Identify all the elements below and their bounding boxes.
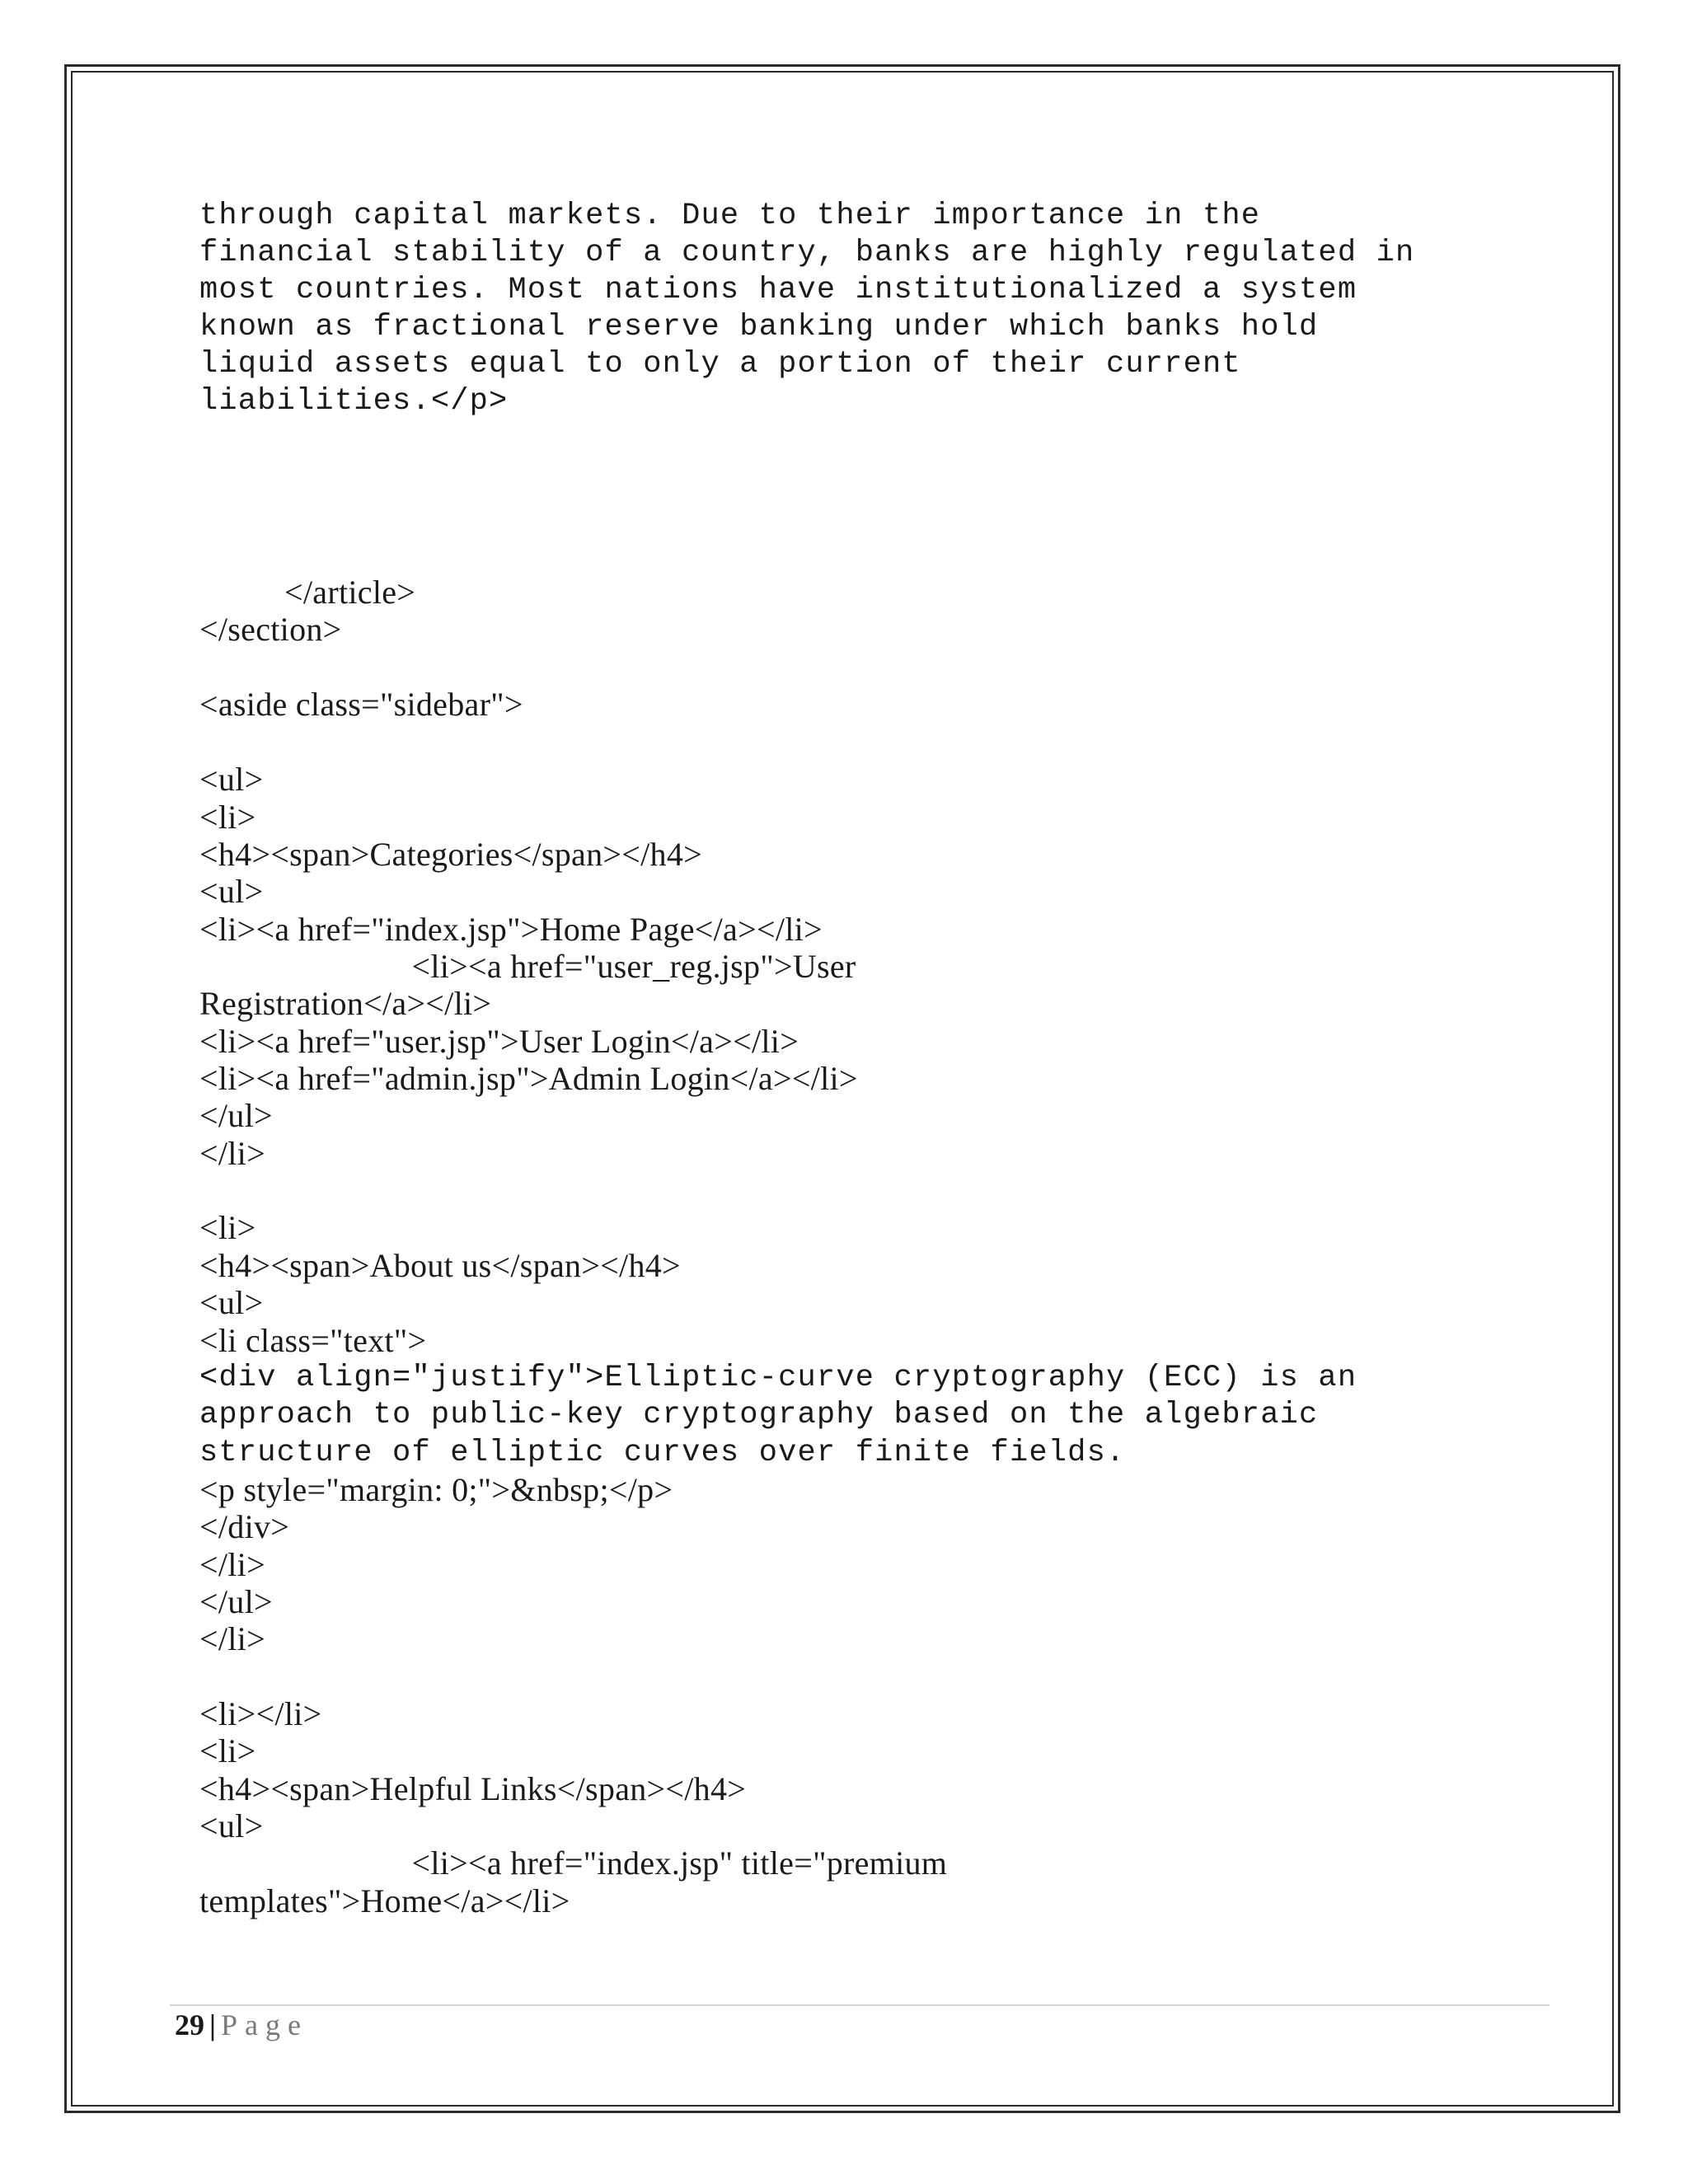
code-line: liquid assets equal to only a portion of their current [199, 347, 1241, 382]
code-line: <li> [199, 799, 256, 836]
code-line: <h4><span>About us</span></h4> [199, 1247, 681, 1284]
page-footer [175, 2008, 308, 2042]
code-line: liabilities.</p> [199, 384, 509, 419]
code-line: approach to public-key cryptography based on the algebraic [199, 1398, 1319, 1432]
code-line: <h4><span>Categories</span></h4> [199, 836, 702, 873]
code-line: <li><a href="index.jsp" title="premium [199, 1844, 948, 1882]
code-line: <ul> [199, 873, 264, 910]
code-line: </li> [199, 1620, 265, 1657]
code-line: known as fractional reserve banking under which banks hold [199, 310, 1319, 344]
code-line: </li> [199, 1546, 265, 1583]
code-line: <ul> [199, 1807, 264, 1844]
code-line: <ul> [199, 761, 264, 798]
code-line: <p style="margin: 0;">&nbsp;</p> [199, 1471, 673, 1508]
code-line: most countries. Most nations have institutionalized a system [199, 273, 1357, 307]
code-line: </ul> [199, 1583, 273, 1620]
code-line: <li class="text"> [199, 1322, 427, 1359]
code-line: </section> [199, 611, 342, 648]
footer-separator: | [209, 2008, 216, 2041]
code-line: <li> [199, 1209, 256, 1246]
code-line: through capital markets. Due to their importance in the [199, 199, 1261, 233]
code-line: <li> [199, 1732, 256, 1769]
code-line: </ul> [199, 1097, 273, 1134]
footer-divider [170, 2004, 1550, 2006]
code-line: financial stability of a country, banks are highly regulated in [199, 236, 1415, 270]
code-line: <li><a href="index.jsp">Home Page</a></li> [199, 911, 823, 948]
code-line: </div> [199, 1508, 290, 1545]
code-line: </article> [199, 574, 416, 611]
page-label: Page [220, 2008, 308, 2041]
code-line: <li><a href="user.jsp">User Login</a></li> [199, 1023, 799, 1060]
code-line: <aside class="sidebar"> [199, 686, 523, 723]
code-line: <h4><span>Helpful Links</span></h4> [199, 1770, 747, 1807]
code-line: <div align="justify">Elliptic-curve cryptography (ECC) is an [199, 1361, 1357, 1395]
code-line: <li></li> [199, 1695, 322, 1732]
code-line: </li> [199, 1135, 265, 1172]
code-line: structure of elliptic curves over finite fields. [199, 1436, 1126, 1470]
code-line: <li><a href="user_reg.jsp">User [199, 948, 856, 985]
code-line: <ul> [199, 1284, 264, 1321]
page-number: 29 [175, 2008, 204, 2041]
code-line: Registration</a></li> [199, 985, 492, 1022]
code-line: templates">Home</a></li> [199, 1882, 570, 1919]
code-line: <li><a href="admin.jsp">Admin Login</a></li> [199, 1060, 858, 1097]
